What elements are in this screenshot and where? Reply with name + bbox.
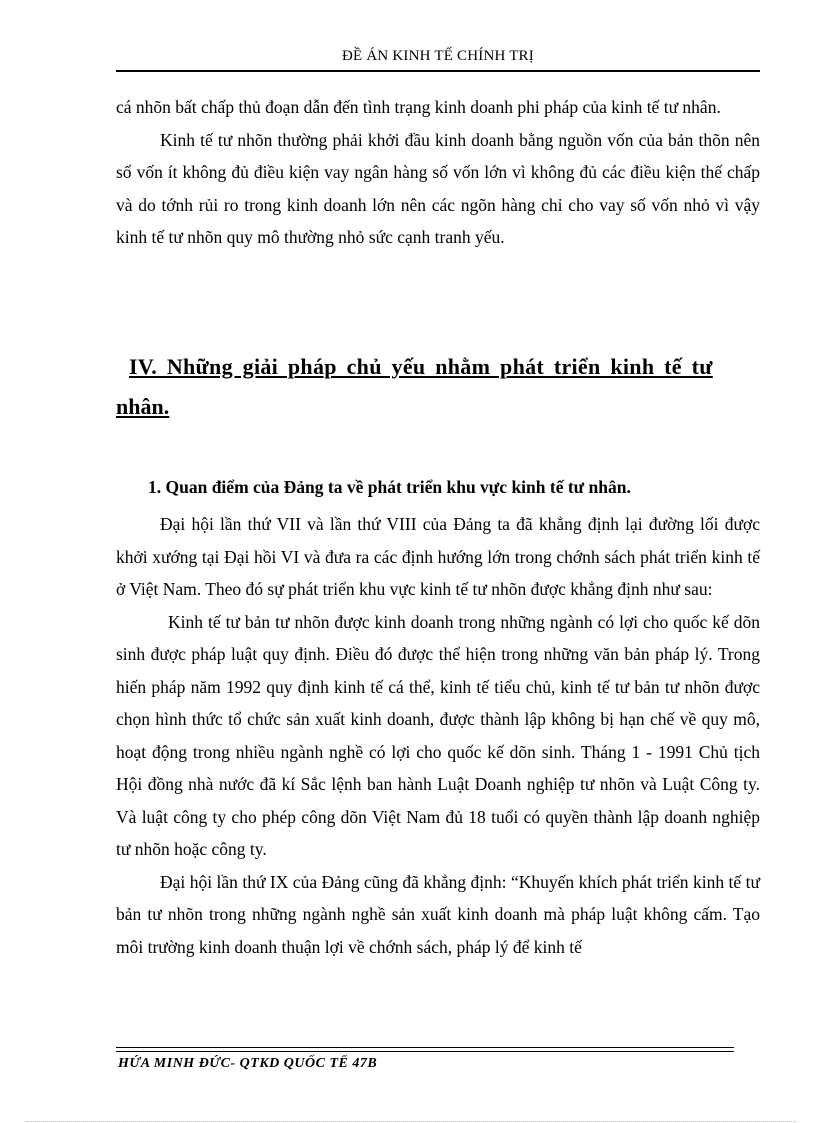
section-heading — [116, 348, 760, 426]
subsection-heading: 1. Quan điểm của Đảng ta về phát triển khu vực kinh tế tư nhân. — [148, 477, 631, 497]
footer-rule — [116, 1047, 734, 1048]
page-bottom-border — [26, 1121, 796, 1122]
page-header: ĐỀ ÁN KINH TẾ CHÍNH TRỊ — [342, 48, 534, 64]
paragraph: Đại hội lần thứ IX của Đảng cũng đã khẳng định: “Khuyến khích phát triển kinh tế tư bản tư nhõn trong những ngành nghề sản xuất kinh doanh mà pháp luật không cấm. Tạo môi trường kinh doanh thuận lợi về chớnh sách, pháp lý để kinh tế — [116, 871, 760, 957]
paragraph: cá nhõn bất chấp thủ đoạn dẫn đến tình trạng kinh doanh phi pháp của kinh tế tư nhân. — [116, 97, 721, 117]
section-heading-line1: IV. Những giải pháp chủ yếu nhằm phát triển kinh tế tư — [129, 354, 713, 379]
page-footer: HỨA MINH ĐỨC- QTKD QUỐC TẾ 47B — [118, 1056, 378, 1071]
section-heading-line2: nhân. — [116, 394, 170, 419]
intro-text — [116, 91, 760, 254]
paragraph: Kinh tế tư bản tư nhõn được kinh doanh trong những ngành có lợi cho quốc kế dõn sinh được pháp luật quy định. Điều đó được thể hiện trong những văn bản pháp lý. Trong hiến pháp năm 1992 quy định kinh tế cá thể, kinh tế tiểu chủ, kinh tế tư bản tư nhõn được chọn hình thức tổ chức sản xuất kinh doanh, được thành lập không bị hạn chế về quy mô, hoạt động trong nhiều ngành nghề có lợi cho quốc kế dõn sinh. Tháng 1 - 1991 Chủ tịch Hội đồng nhà nước đã kí Sắc lệnh ban hành Luật Doanh nghiệp tư nhõn và Luật Công ty. Và luật công ty cho phép công dõn Việt Nam đủ 18 tuổi có quyền thành lập doanh nghiệp tư nhõn hoặc công ty. — [116, 611, 760, 859]
paragraph: Kinh tế tư nhõn thường phải khởi đầu kinh doanh bằng nguồn vốn của bản thõn nên số vốn ít không đủ điều kiện vay ngân hàng số vốn lớn vì không đủ các điều kiện thế chấp và do tớnh rủi ro trong kinh doanh lớn nên các ngõn hàng chỉ cho vay số vốn nhỏ vì vậy kinh tế tư nhõn quy mô thường nhỏ sức cạnh tranh yếu. — [116, 129, 760, 247]
header-rule — [116, 70, 760, 72]
footer-rule — [116, 1051, 734, 1052]
main-text — [116, 508, 760, 963]
paragraph: Đại hội lần thứ VII và lần thứ VIII của Đảng ta đã khẳng định lại đường lối được khởi xướng tại Đại hồi VI và đưa ra các định hướng lớn trong chớnh sách phát triển kinh tế ở Việt Nam. Theo đó sự phát triển khu vực kinh tế tư nhõn được khẳng định như sau: — [116, 514, 760, 599]
